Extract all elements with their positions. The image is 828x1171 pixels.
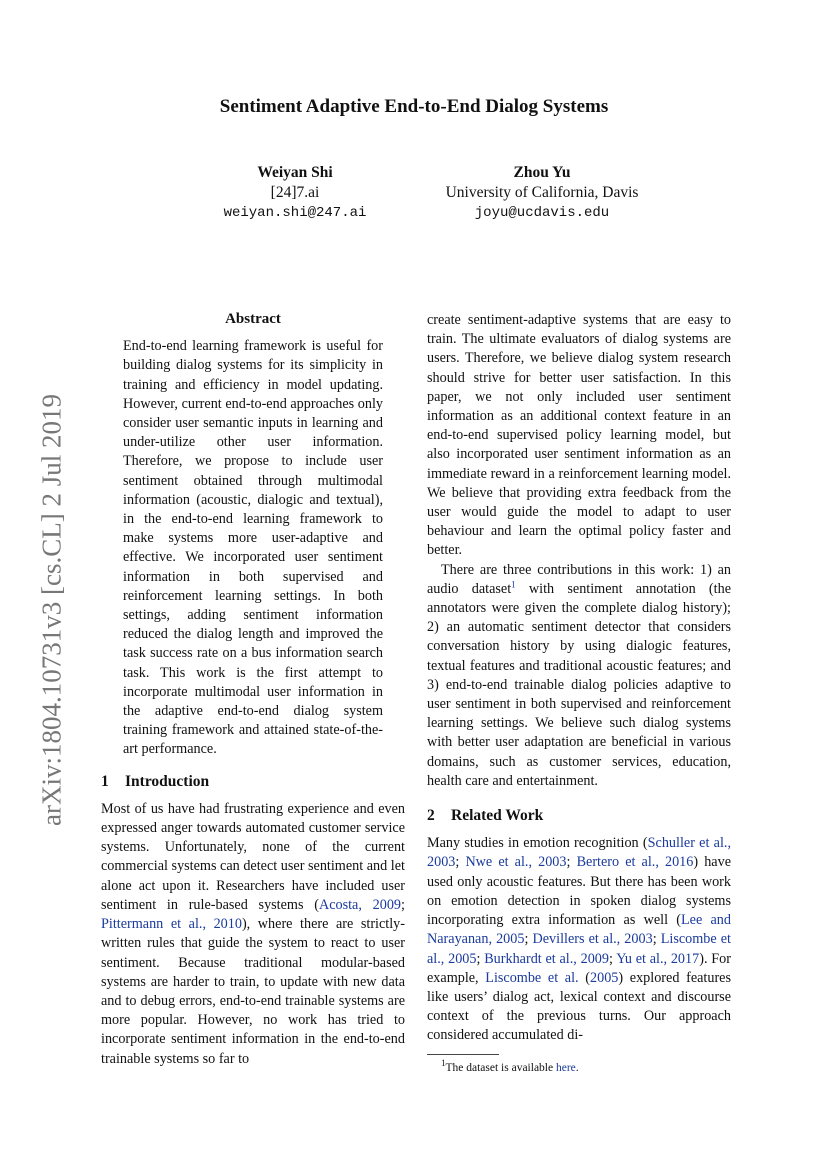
footnote (427, 1057, 731, 1076)
right-column (427, 311, 731, 1076)
citation-link[interactable]: Burkhardt et al., 2009 (484, 950, 609, 967)
text-run: ; (401, 896, 405, 913)
related-work-paragraph (427, 834, 731, 1045)
section-number: 1 (101, 772, 109, 790)
left-column (101, 310, 405, 1069)
citation-link[interactable]: Nwe et al., 2003 (465, 854, 567, 871)
text-run: ; (524, 931, 533, 948)
section-heading-related-work (427, 806, 731, 825)
text-run: . (575, 1061, 579, 1074)
author-email[interactable]: joyu@ucdavis.edu (474, 205, 610, 221)
section-title: Related Work (451, 807, 544, 825)
citation-link[interactable]: Lee and Narayanan, 2005 (427, 912, 731, 948)
text-run: ). For example, (427, 950, 731, 986)
arxiv-stamp: arXiv:1804.10731v3 [cs.CL] 2 Jul 2019 (36, 394, 67, 826)
text-run: Many studies in emotion recognition ( (427, 835, 648, 852)
text-run: ; (455, 854, 466, 871)
footnote-number: 1 (441, 1057, 446, 1068)
section-title: Introduction (125, 772, 210, 790)
intro-paragraph (101, 800, 405, 1069)
abstract-heading: Abstract (225, 311, 281, 327)
abstract-text: End-to-end learning framework is useful for building dialog systems for its simplicity in training and efficiency in model updating. However, current end-to-end approaches only consider user semantic inputs in learning and under-utilize other user information. Therefore, we propose to include user sentiment obtained through multimodal information (acoustic, dialogic and textual), in the end-to-end learning framework to make systems more user-adaptive and effective. We incorporated user sentiment information in both supervised and reinforcement learning settings. In both settings, adding sentiment information reduced the dialog length and improved the task success rate on a bus information search task. This work is the first attempt to incorporate multimodal user information in the adaptive end-to-end dialog system training framework and attained state-of-the-art performance. (123, 338, 383, 758)
text-run: There are three contributions in this work: 1) an audio dataset (427, 561, 731, 597)
paper-title: Sentiment Adaptive End-to-End Dialog Systems (219, 96, 609, 117)
text-run: ; (476, 950, 485, 967)
citation-link[interactable]: Liscombe et al., 2005 (427, 931, 731, 967)
text-run: The dataset is available (445, 1061, 556, 1074)
author-name: Zhou Yu (513, 164, 571, 181)
citation-link[interactable]: Liscombe et al. (485, 969, 579, 986)
citation-link[interactable]: Pittermann et al., 2010 (101, 916, 242, 933)
author-block-1 (165, 163, 425, 223)
citation-link[interactable]: Schuller et al., 2003 (427, 835, 731, 871)
text-run: with sentiment annotation (the annotators were given the complete dialog history); 2) an automatic sentiment detector that considers conversation history by using dialogic features, textual features and traditional acoustic features; and 3) end-to-end trainable dialog policies adaptive to user sentiment in both supervised and reinforcement learning settings. We believe such dialog systems with better user adaptation are beneficial in various domains, such as customer services, education, health care and entertainment. (427, 580, 731, 789)
text-run: ; (652, 931, 661, 948)
footnote-marker[interactable]: 1 (511, 579, 516, 590)
text-run: ( (578, 969, 591, 986)
dataset-link[interactable]: here (555, 1061, 576, 1074)
author-affiliation: [24]7.ai (270, 184, 320, 201)
footnote-divider (427, 1054, 499, 1055)
author-block-2 (412, 163, 672, 223)
author-name: Weiyan Shi (257, 164, 333, 181)
author-email[interactable]: weiyan.shi@247.ai (223, 205, 367, 221)
section-heading-introduction (101, 772, 405, 791)
citation-link[interactable]: Yu et al., 2017 (616, 950, 700, 967)
text-run: ) explored features like users’ dialog act, lexical context and discourse context of the previous turns. Our approach considered accumulated di- (427, 969, 731, 1044)
citation-link[interactable]: Devillers et al., 2003 (532, 931, 653, 948)
citation-link[interactable]: 2005 (590, 969, 619, 986)
citation-link[interactable]: Bertero et al., 2016 (576, 854, 694, 871)
text-run: ; (609, 950, 617, 967)
citation-link[interactable]: Acosta, 2009 (318, 896, 402, 913)
author-affiliation: University of California, Davis (445, 184, 639, 201)
contributions-paragraph (427, 561, 731, 791)
intro-paragraph-continued: create sentiment-adaptive systems that are easy to train. The ultimate evaluators of dialog systems are users. Therefore, we believe dialog system research should strive for better user satisfaction. In this paper, we not only included user sentiment information as an additional context feature in an end-to-end supervised policy learning model, but also incorporated user sentiment information as an immediate reward in a reinforcement learning model. We believe that providing extra feedback from the user would guide the model to adapt to user behaviour and learn the optimal policy faster and better. (427, 312, 731, 559)
text-run: ) have used only acoustic features. But there has been work on emotion detection in spoken dialog systems incorporating extra information as well ( (427, 854, 731, 929)
text-run: ), where there are strictly-written rules that guide the system to react to user sentiment. Because traditional modular-based systems are harder to train, to update with new data and to debug errors, end-to-end trainable systems are more popular. However, no work has tried to incorporate sentiment information in the end-to-end trainable systems so far to (101, 916, 405, 1067)
text-run: ; (566, 854, 577, 871)
text-run: Most of us have had frustrating experience and even expressed anger towards automated customer service systems. Unfortunately, none of the current commercial systems can detect user sentiment and let alone act upon it. Researchers have included user sentiment in rule-based systems ( (101, 800, 405, 913)
section-number: 2 (427, 807, 435, 825)
